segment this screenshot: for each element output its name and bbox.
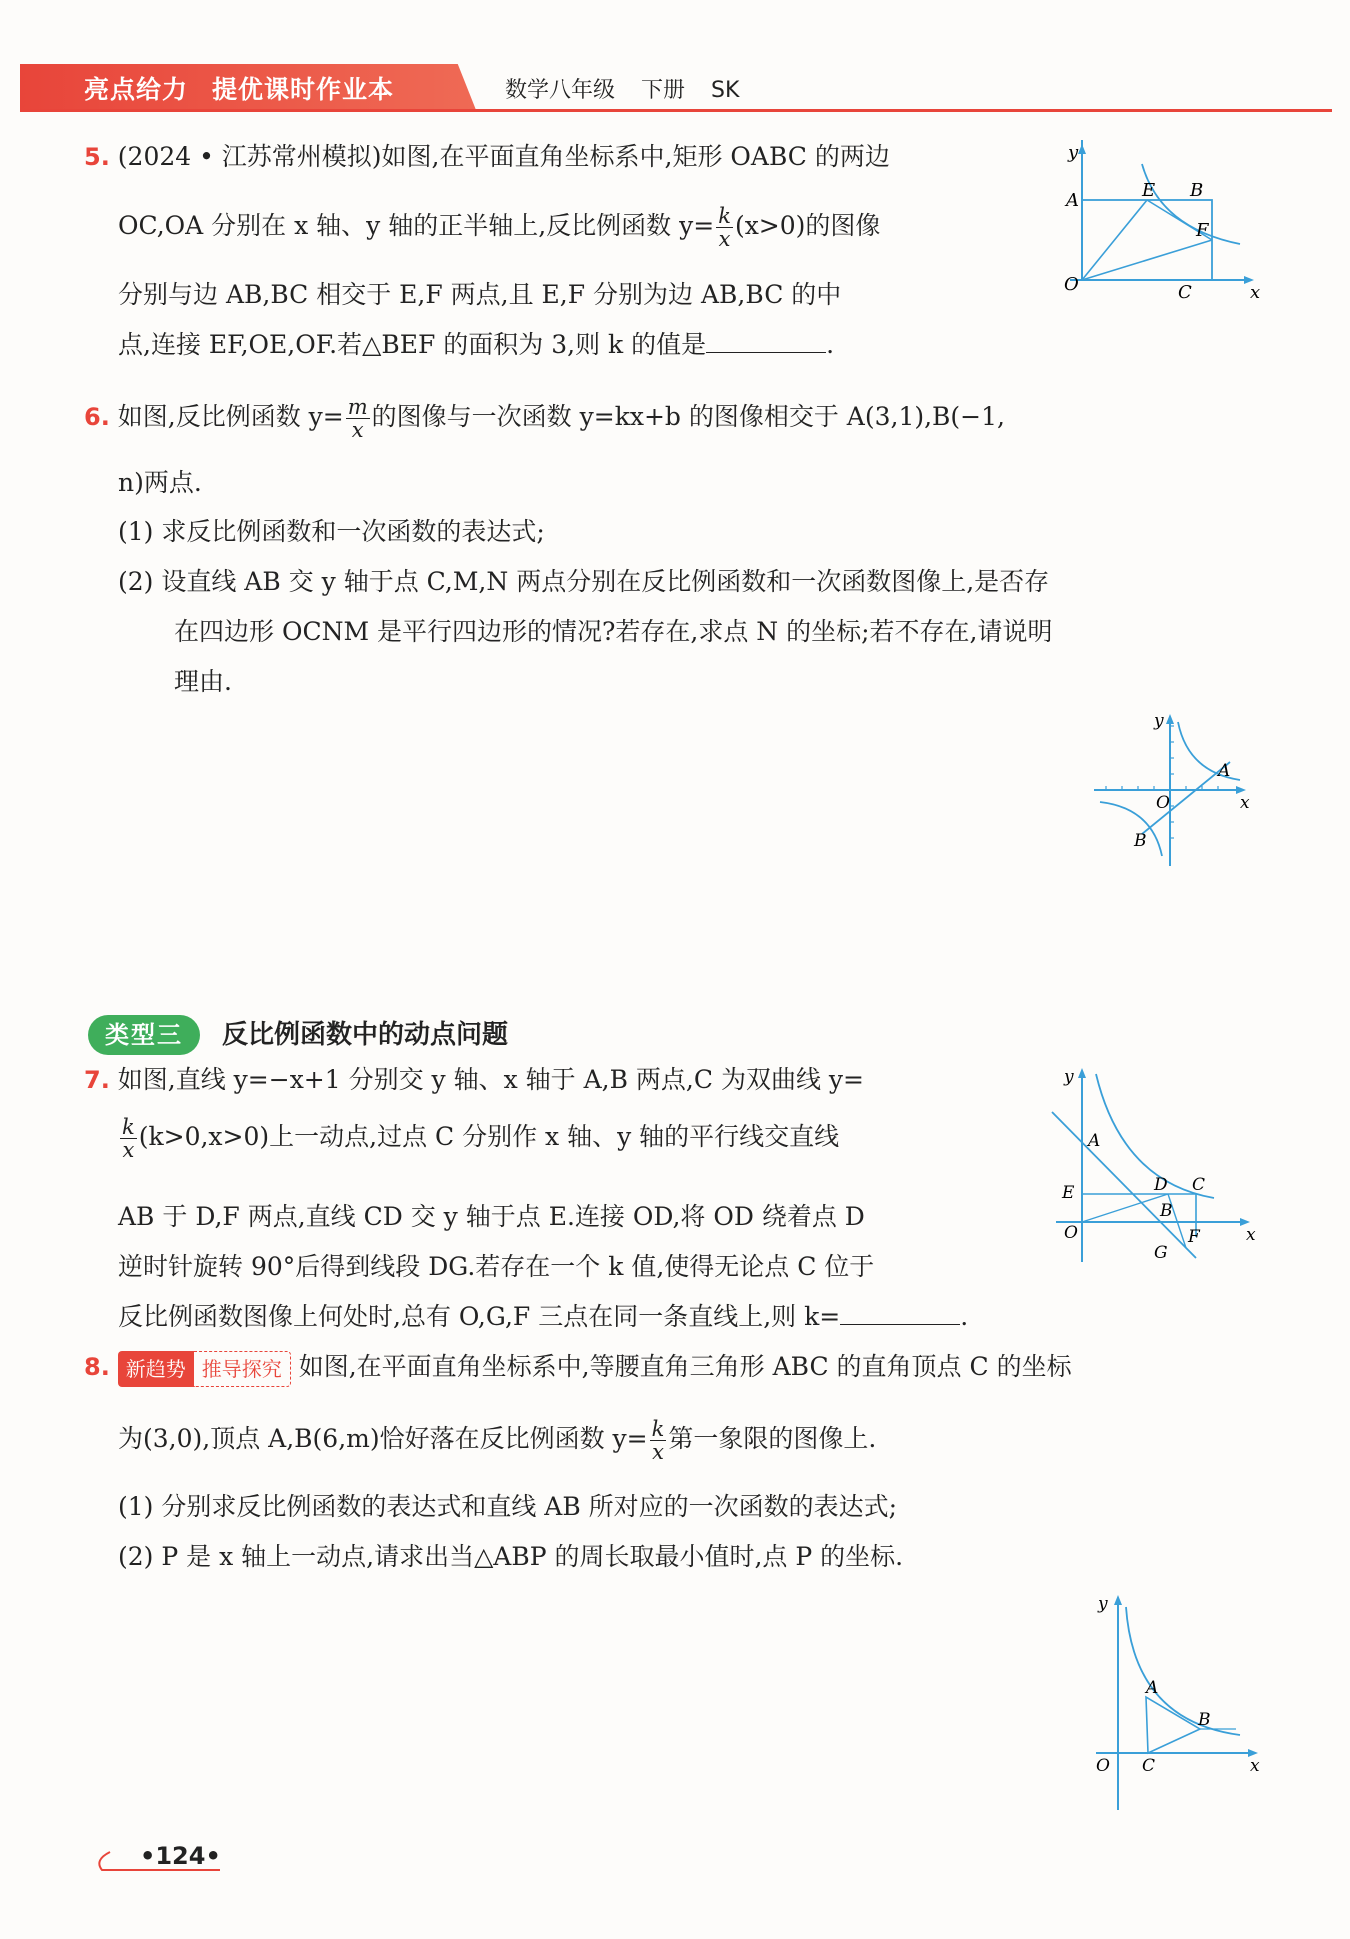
q7-label-F: F <box>1188 1227 1200 1247</box>
q5-number: 5. <box>84 143 110 171</box>
q8-label-y: y <box>1098 1594 1108 1614</box>
q7-label-A: A <box>1088 1131 1101 1151</box>
q5-label-C: C <box>1178 282 1192 303</box>
q7-figure <box>1046 1062 1266 1272</box>
q8-label-A: A <box>1146 1678 1159 1698</box>
q7-label-O: O <box>1064 1223 1078 1243</box>
q7-answer-blank[interactable] <box>840 1302 960 1325</box>
q8-figure <box>1090 1585 1270 1815</box>
q8-label-x: x <box>1250 1756 1260 1776</box>
q5-label-B: B <box>1190 180 1204 201</box>
q5-label-F: F <box>1196 220 1209 241</box>
q6-hyperbola-q1 <box>1178 722 1240 780</box>
q7-line4: 逆时针旋转 90°后得到线段 DG.若存在一个 k 值,使得无论点 C 位于 <box>118 1252 875 1281</box>
q5-text1: (2024 • 江苏常州模拟)如图,在平面直角坐标系中,矩形 OABC 的两边 <box>117 142 890 171</box>
header-rule <box>20 109 1332 112</box>
q7-line2: $\frac{k}{x}$ (k>0,x>0)上一动点,过点 C 分别作 x 轴、y 轴的平行线交直线 <box>122 1115 840 1162</box>
q8-label-O: O <box>1096 1756 1110 1776</box>
q7-label-x: x <box>1246 1225 1256 1245</box>
q8-label-B: B <box>1198 1710 1211 1730</box>
q5-figure <box>1060 140 1260 310</box>
q7-label-E: E <box>1062 1183 1075 1203</box>
q6-line1: 6. 如图,反比例函数 y= $\frac{m}{x}$ 的图像与一次函数 y=kx+b 的图像相交于 A(3,1),B(−1, <box>84 395 1005 442</box>
q6-label-B: B <box>1134 831 1147 851</box>
q6-label-O: O <box>1156 793 1170 813</box>
section-badge: 类型三 <box>88 1015 200 1055</box>
q5-answer-blank[interactable] <box>706 330 826 353</box>
q5-label-O: O <box>1064 274 1079 295</box>
q5-rectangle <box>1082 200 1212 280</box>
q7-label-D: D <box>1154 1175 1168 1195</box>
q8-tag-trend: 新趋势 <box>118 1351 194 1387</box>
q7-number: 7. <box>84 1066 110 1094</box>
q6-hyperbola-q3 <box>1100 802 1162 856</box>
q5-label-x: x <box>1250 282 1260 303</box>
q8-line1: 8. 新趋势 推导探究 如图,在平面直角坐标系中,等腰直角三角形 ABC 的直角顶点 C 的坐标 <box>84 1350 1072 1387</box>
q6-sub2a: (2) 设直线 AB 交 y 轴于点 C,M,N 两点分别在反比例函数和一次函数图像上,是否存 <box>118 567 1050 596</box>
q6-fraction: $\frac{m}{x}$ <box>347 395 368 442</box>
edition: SK <box>711 78 740 103</box>
q7-line1: 7. 如图,直线 y=−x+1 分别交 y 轴、x 轴于 A,B 两点,C 为双曲线 y= <box>84 1065 864 1094</box>
q5-label-A: A <box>1066 190 1079 211</box>
q5-text2a: OC,OA 分别在 x 轴、y 轴的正半轴上,反比例函数 y= <box>118 211 715 240</box>
volume: 下册 <box>641 78 686 103</box>
q7-label-C: C <box>1192 1175 1206 1195</box>
page-number: •124• <box>140 1842 221 1870</box>
q7-label-B: B <box>1160 1201 1173 1221</box>
q5-line4: 点,连接 EF,OE,OF.若△BEF 的面积为 3,则 k 的值是 . <box>118 330 835 359</box>
q5-label-y: y <box>1068 142 1079 163</box>
header-subject <box>505 73 765 104</box>
q7-fraction: $\frac{k}{x}$ <box>122 1115 135 1162</box>
section-title: 反比例函数中的动点问题 <box>222 1020 509 1050</box>
q6-sub2c: 理由. <box>174 667 232 696</box>
q8-sub2: (2) P 是 x 轴上一动点,请求出当△ABP 的周长取最小值时,点 P 的坐标. <box>118 1542 904 1571</box>
q5-line1 <box>84 140 890 174</box>
q5-hyperbola <box>1142 164 1240 244</box>
q7-label-G: G <box>1154 1243 1168 1263</box>
subject: 数学八年级 <box>505 78 616 103</box>
q5-line2 <box>118 205 880 250</box>
q8-label-C: C <box>1142 1756 1156 1776</box>
q6-label-x: x <box>1240 793 1250 813</box>
q7-line5: 反比例函数图像上何处时,总有 O,G,F 三点在同一条直线上,则 k= . <box>118 1302 969 1331</box>
header-brand <box>84 70 418 106</box>
q8-number: 8. <box>84 1353 110 1381</box>
q5-text2b: (x>0)的图像 <box>734 211 881 240</box>
brand-right: 提优课时作业本 <box>212 75 395 104</box>
q6-figure <box>1090 706 1260 876</box>
q5-line3: 分别与边 AB,BC 相交于 E,F 两点,且 E,F 分别为边 AB,BC 的中 <box>118 280 842 309</box>
q6-label-A: A <box>1218 761 1231 781</box>
q6-sub1: (1) 求反比例函数和一次函数的表达式; <box>118 517 545 546</box>
q6-sub2b: 在四边形 OCNM 是平行四边形的情况?若存在,求点 N 的坐标;若不存在,请说明 <box>174 617 1053 646</box>
q8-hyperbola <box>1126 1607 1240 1735</box>
q6-ticks <box>1106 726 1218 838</box>
q8-fraction: $\frac{k}{x}$ <box>651 1417 665 1464</box>
brand-left: 亮点给力 <box>84 75 189 104</box>
q8-triangle <box>1146 1697 1200 1753</box>
q8-sub1: (1) 分别求反比例函数的表达式和直线 AB 所对应的一次函数的表达式; <box>118 1492 898 1521</box>
q6-number: 6. <box>84 403 110 431</box>
q8-tag-explore: 推导探究 <box>194 1351 291 1387</box>
q5-fraction: $\frac{k}{x}$ <box>718 204 731 251</box>
q6-line2: n)两点. <box>118 468 202 497</box>
q7-line3: AB 于 D,F 两点,直线 CD 交 y 轴于点 E.连接 OD,将 OD 绕着点 D <box>118 1202 865 1231</box>
q8-line2: 为(3,0),顶点 A,B(6,m)恰好落在反比例函数 y= $\frac{k}{x}$ 第一象限的图像上. <box>118 1417 877 1464</box>
q6-label-y: y <box>1154 711 1164 731</box>
q7-label-y: y <box>1064 1067 1074 1087</box>
q5-label-E: E <box>1142 180 1156 201</box>
